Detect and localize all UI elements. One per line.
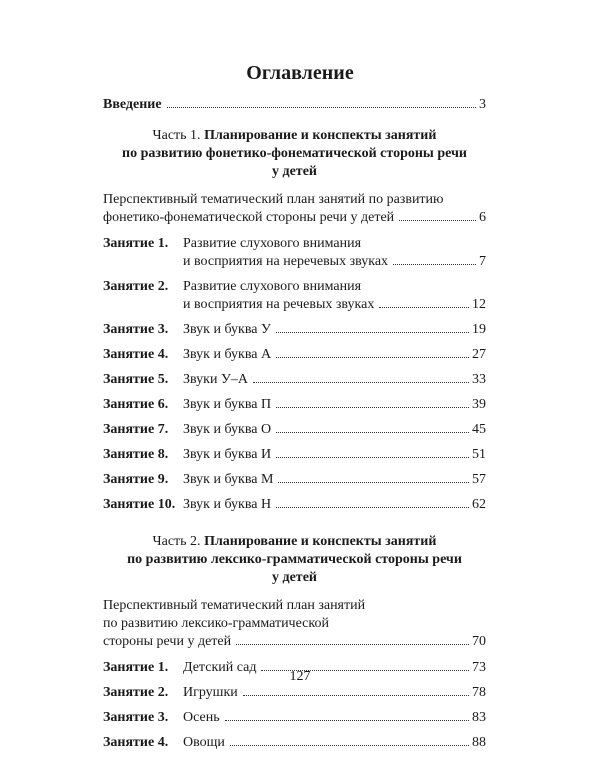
dot-leader xyxy=(379,307,469,308)
entry-label: Введение xyxy=(103,97,162,112)
part-2-heading xyxy=(103,533,486,587)
page-ref: 73 xyxy=(472,660,486,675)
part-1-heading xyxy=(103,127,486,181)
lesson-label: Занятие 2. xyxy=(103,685,169,700)
dot-leader xyxy=(393,264,476,265)
toc-entry-lesson[interactable] xyxy=(103,396,486,414)
toc-entry-lesson[interactable] xyxy=(103,496,486,514)
lesson-label: Занятие 5. xyxy=(103,372,169,387)
dot-leader xyxy=(276,407,469,408)
toc-entry-intro[interactable] xyxy=(103,96,486,114)
toc-entry-lesson[interactable] xyxy=(103,471,486,489)
lesson-title: Игрушки xyxy=(183,685,238,700)
page-ref: 78 xyxy=(472,685,486,700)
part-title: у детей xyxy=(272,164,317,179)
lesson-title: Звук и буква М xyxy=(183,472,274,487)
lesson-title: Звуки У–А xyxy=(183,372,248,387)
dot-leader xyxy=(230,745,469,746)
lesson-title: и восприятия на неречевых звуках xyxy=(183,254,389,269)
lesson-title: и восприятия на речевых звуках xyxy=(183,297,375,312)
page-ref: 19 xyxy=(472,322,486,337)
page-ref: 83 xyxy=(472,710,486,725)
part-title: Планирование и конспекты занятий xyxy=(204,534,437,549)
page-ref: 57 xyxy=(472,472,486,487)
toc-entry-lesson[interactable] xyxy=(103,321,486,339)
lesson-title: Звук и буква Н xyxy=(183,497,272,512)
dot-leader xyxy=(278,482,469,483)
dot-leader xyxy=(276,332,469,333)
toc-entry-lesson[interactable] xyxy=(103,235,486,271)
page-ref: 39 xyxy=(472,397,486,412)
page-ref: 12 xyxy=(472,297,486,312)
page-ref: 3 xyxy=(479,97,486,112)
toc-entry-plan-1[interactable] xyxy=(103,191,486,227)
dot-leader xyxy=(399,220,476,221)
page-ref: 62 xyxy=(472,497,486,512)
lesson-title: Развитие слухового внимания xyxy=(183,236,362,251)
toc-entry-lesson[interactable] xyxy=(103,346,486,364)
lesson-title: Детский сад xyxy=(183,660,257,675)
page-ref: 70 xyxy=(472,634,486,649)
part-prefix: Часть 1. xyxy=(152,128,201,143)
toc-entry-lesson[interactable] xyxy=(103,421,486,439)
lesson-title: Развитие слухового внимания xyxy=(183,279,362,294)
lesson-label: Занятие 2. xyxy=(103,279,169,294)
part-title: у детей xyxy=(272,570,317,585)
page-ref: 51 xyxy=(472,447,486,462)
toc-entry-lesson[interactable] xyxy=(103,734,486,752)
part-prefix: Часть 2. xyxy=(152,534,201,549)
lesson-label: Занятие 4. xyxy=(103,735,169,750)
toc-entry-lesson[interactable] xyxy=(103,278,486,314)
toc-entry-plan-2[interactable] xyxy=(103,597,486,651)
page-ref: 88 xyxy=(472,735,486,750)
dot-leader xyxy=(225,720,469,721)
page-ref: 7 xyxy=(479,254,486,269)
part-title: по развитию лексико-грамматической стороны речи xyxy=(127,552,462,567)
lesson-label: Занятие 9. xyxy=(103,472,169,487)
dot-leader xyxy=(276,357,469,358)
lesson-label: Занятие 1. xyxy=(103,660,169,675)
lesson-label: Занятие 8. xyxy=(103,447,169,462)
lesson-label: Занятие 1. xyxy=(103,236,169,251)
dot-leader xyxy=(167,107,476,108)
dot-leader xyxy=(243,695,469,696)
lesson-label: Занятие 6. xyxy=(103,397,169,412)
lesson-label: Занятие 3. xyxy=(103,322,169,337)
entry-text: Перспективный тематический план занятий по развитию xyxy=(103,192,444,207)
lesson-label: Занятие 4. xyxy=(103,347,169,362)
page-ref: 33 xyxy=(472,372,486,387)
part-title: по развитию фонетико-фонематической стороны речи xyxy=(122,146,467,161)
lesson-title: Овощи xyxy=(183,735,225,750)
toc-entry-lesson[interactable] xyxy=(103,371,486,389)
entry-text: по развитию лексико-грамматической xyxy=(103,616,329,631)
toc-entry-lesson[interactable] xyxy=(103,709,486,727)
toc-entry-lesson[interactable] xyxy=(103,684,486,702)
entry-text: стороны речи у детей xyxy=(103,634,232,649)
entry-text: Перспективный тематический план занятий xyxy=(103,598,366,613)
lesson-title: Звук и буква О xyxy=(183,422,272,437)
page-ref: 6 xyxy=(479,210,486,225)
lesson-title: Звук и буква У xyxy=(183,322,271,337)
toc xyxy=(103,96,486,759)
dot-leader xyxy=(276,457,469,458)
page-ref: 45 xyxy=(472,422,486,437)
lesson-title: Звук и буква А xyxy=(183,347,272,362)
lesson-title: Звук и буква П xyxy=(183,397,272,412)
lesson-label: Занятие 3. xyxy=(103,710,169,725)
page-title: Оглавление xyxy=(246,62,354,84)
lesson-label: Занятие 10. xyxy=(103,497,176,512)
lesson-title: Звук и буква И xyxy=(183,447,272,462)
dot-leader xyxy=(276,507,469,508)
dot-leader xyxy=(253,382,469,383)
part-title: Планирование и конспекты занятий xyxy=(204,128,437,143)
lesson-title: Осень xyxy=(183,710,220,725)
lesson-label: Занятие 7. xyxy=(103,422,169,437)
entry-text: фонетико-фонематической стороны речи у детей xyxy=(103,210,395,225)
toc-entry-lesson[interactable] xyxy=(103,446,486,464)
page-ref: 27 xyxy=(472,347,486,362)
dot-leader xyxy=(236,644,469,645)
page-number: 127 xyxy=(289,669,311,684)
dot-leader xyxy=(276,432,469,433)
